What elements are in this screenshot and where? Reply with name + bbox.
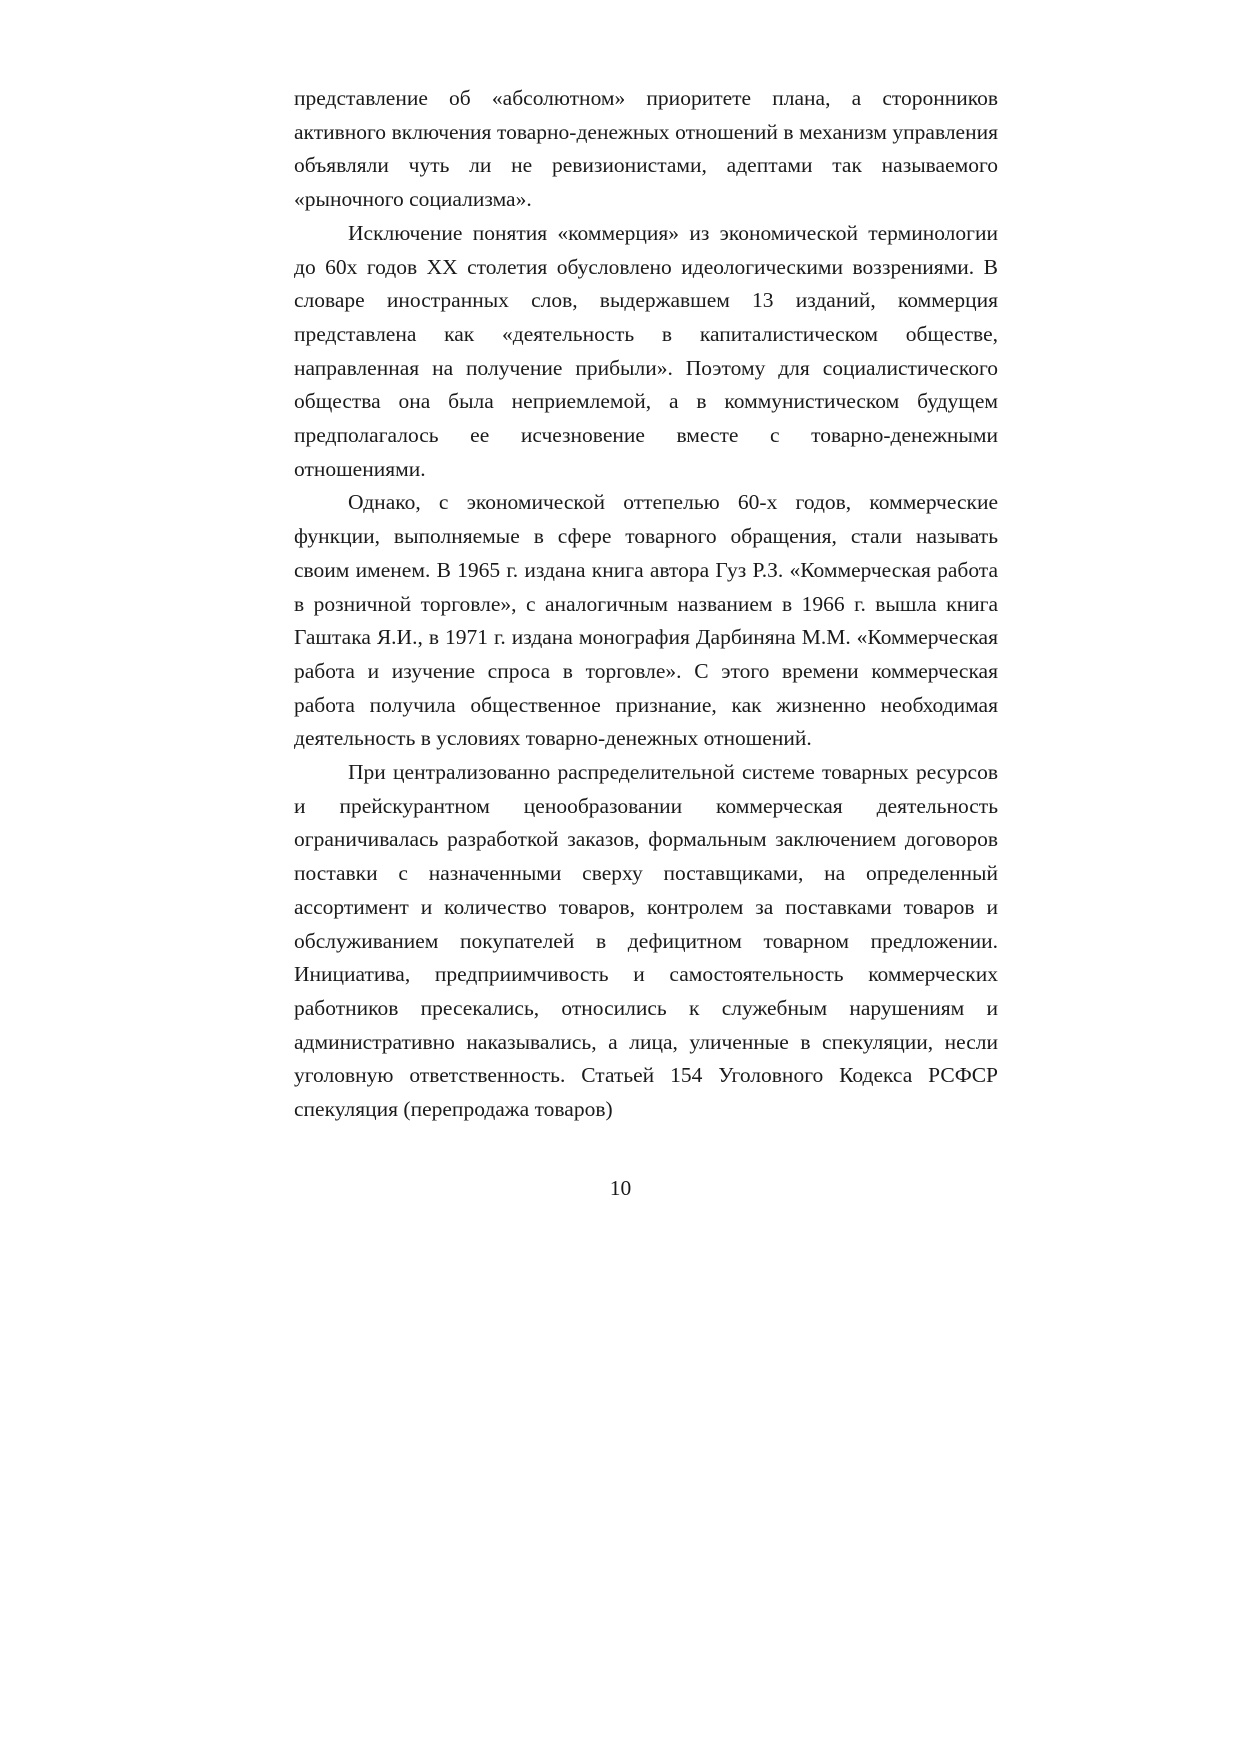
body-text xyxy=(294,82,998,1127)
paragraph-continuation: представление об «абсолютном» приоритете плана, а сторонников активного включения товарно-денежных отношений в механизм управления объявляли чуть ли не ревизионистами, адептами так называемого «рыночного социализма». xyxy=(294,86,998,212)
paragraph-commerce-term-exclusion: Исключение понятия «коммерция» из экономической терминологии до 60х годов XX столетия обусловлено идеологическими воззрениями. В словаре иностранных слов, выдержавшем 13 изданий, коммерция представлена как «деятельность в капиталистическом обществе, направленная на получение прибыли». Поэтому для социалистического общества она была неприемлемой, а в коммунистическом будущем предполагалось ее исчезновение вместе с товарно-денежными отношениями. xyxy=(294,220,998,481)
paragraph-centralized-system: При централизованно распределительной системе товарных ресурсов и прейскурантном ценообразовании коммерческая деятельность ограничивалась разработкой заказов, формальным заключением договоров поставки с назначенными сверху поставщиками, на определенный ассортимент и количество товаров, контролем за поставками товаров и обслуживанием покупателей в дефицитном товарном предложении. Инициатива, предприимчивость и самостоятельность коммерческих работников пресекались, относились к служебным нарушениям и административно наказывались, а лица, уличенные в спекуляции, несли уголовную ответственность. Статьей 154 Уголовного Кодекса РСФСР спекуляция (перепродажа товаров) xyxy=(294,760,998,1122)
page-number: 10 xyxy=(609,1176,632,1200)
paragraph-economic-thaw: Однако, с экономической оттепелью 60-х годов, коммерческие функции, выполняемые в сфере товарного обращения, стали называть своим именем. В 1965 г. издана книга автора Гуз Р.З. «Коммерческая работа в розничной торговле», с аналогичным названием в 1966 г. вышла книга Гаштака Я.И., в 1971 г. издана монография Дарбиняна М.М. «Коммерческая работа и изучение спроса в торговле». С этого времени коммерческая работа получила общественное признание, как жизненно необходимая деятельность в условиях товарно-денежных отношений. xyxy=(294,490,998,751)
